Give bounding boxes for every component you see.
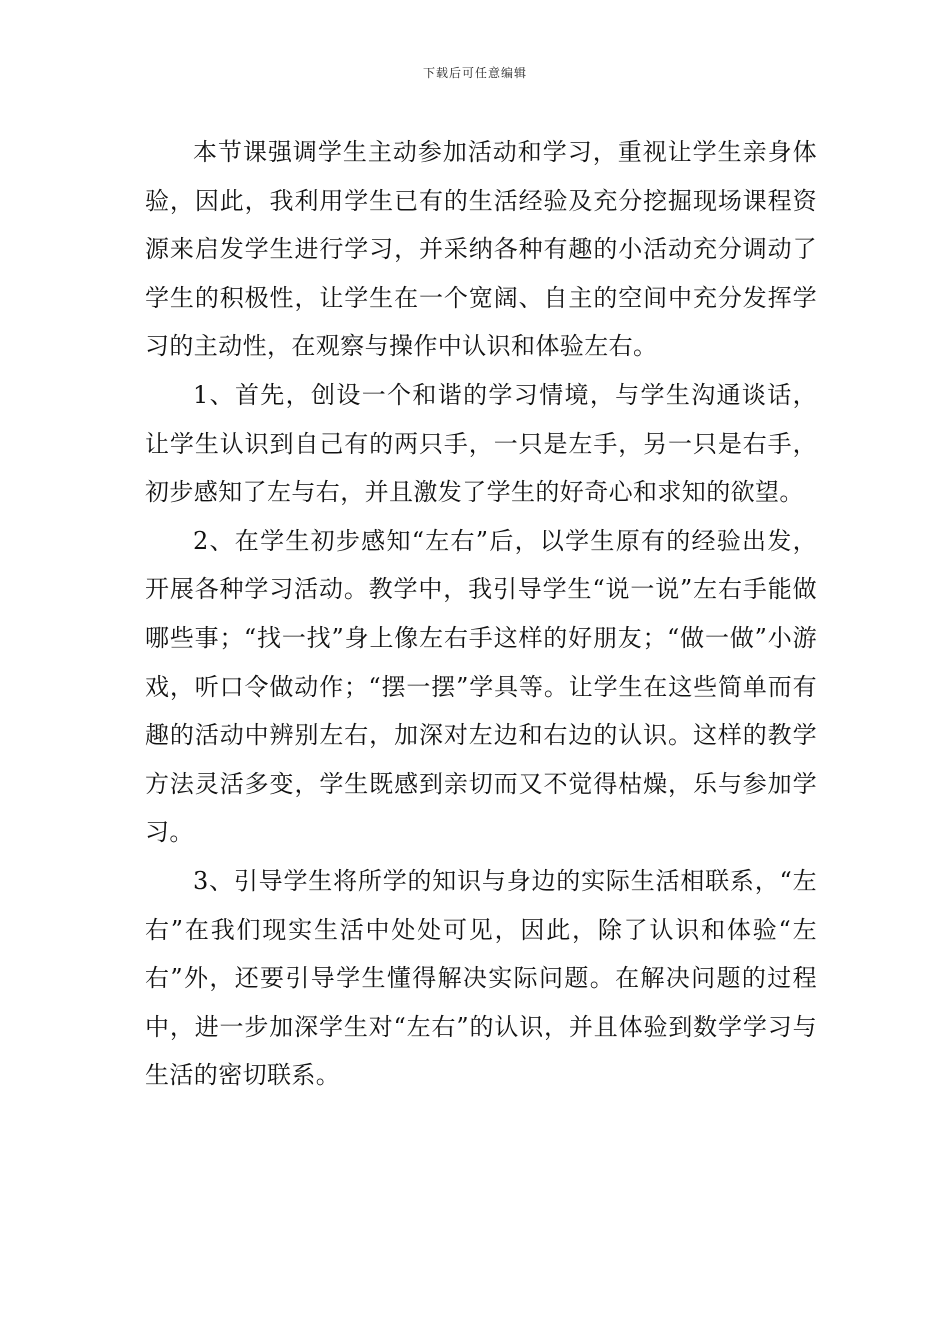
paragraph-point-1: 1、首先，创设一个和谐的学习情境，与学生沟通谈话，让学生认识到自己有的两只手，一只是左手，另一只是右手，初步感知了左与右，并且激发了学生的好奇心和求知的欲望。 <box>145 380 817 507</box>
paragraph-point-3: 3、引导学生将所学的知识与身边的实际生活相联系，“左右”在我们现实生活中处处可见，因此，除了认识和体验“左右”外，还要引导学生懂得解决实际问题。在解决问题的过程中，进一步加深学生对“左右”的认识，并且体验到数学学习与生活的密切联系。 <box>145 866 817 1090</box>
paragraph-point-2: 2、在学生初步感知“左右”后，以学生原有的经验出发，开展各种学习活动。教学中，我引导学生“说一说”左右手能做哪些事；“找一找”身上像左右手这样的好朋友；“做一做”小游戏，听口令做动作；“摆一摆”学具等。让学生在这些简单而有趣的活动中辨别左右，加深对左边和右边的认识。这样的教学方法灵活多变，学生既感到亲切而又不觉得枯燥，乐与参加学习。 <box>145 526 817 847</box>
document-body <box>145 128 817 1100</box>
page-header-note: 下载后可任意编辑 <box>422 66 527 80</box>
paragraph-intro: 本节课强调学生主动参加活动和学习，重视让学生亲身体验，因此，我利用学生已有的生活经验及充分挖掘现场课程资源来启发学生进行学习，并采纳各种有趣的小活动充分调动了学生的积极性，让学生在一个宽阔、自主的空间中充分发挥学习的主动性，在观察与操作中认识和体验左右。 <box>145 138 817 361</box>
